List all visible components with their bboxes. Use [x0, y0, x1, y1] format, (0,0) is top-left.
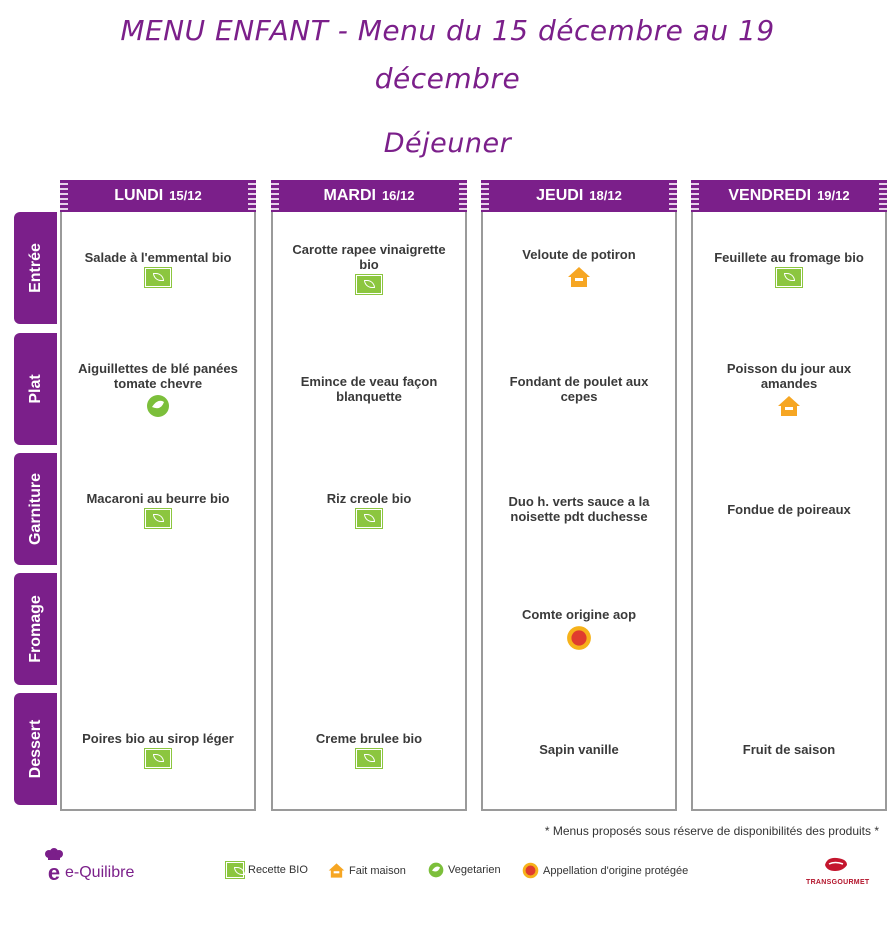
menu-item-garniture: [484, 494, 674, 524]
dish-name: Duo h. verts sauce a la noisette pdt duchesse: [508, 494, 650, 524]
leaf-icon: [776, 268, 802, 287]
menu-item-entree: [694, 250, 884, 287]
legend-label: Recette BIO: [248, 864, 308, 876]
leaf-icon: [356, 275, 382, 294]
row-label-dessert: [14, 693, 57, 805]
dish-label-icon: [145, 509, 171, 528]
leaf-icon: [145, 749, 171, 768]
row-label-garniture: [14, 453, 57, 565]
availability-footnote: * Menus proposés sous réserve de disponibilités des produits *: [544, 824, 879, 838]
day-header-vendredi: [699, 180, 879, 212]
house-icon: [328, 862, 345, 879]
dish-name: Creme brulee bio: [315, 730, 423, 746]
dish-name: Fondue de poireaux: [727, 501, 851, 517]
day-name: VENDREDI: [728, 187, 812, 204]
menu-item-plat: [63, 361, 253, 418]
day-date: 19/12: [817, 188, 850, 203]
day-header-lundi: [68, 180, 248, 212]
menu-item-dessert: [274, 731, 464, 768]
vegetarian-icon: [146, 394, 170, 418]
dish-name: Fondant de poulet aux cepes: [509, 374, 649, 404]
dish-label-icon: [145, 749, 171, 768]
menu-item-garniture: [63, 491, 253, 528]
dish-name: Aiguillettes de blé panées tomate chevre: [78, 360, 238, 391]
day-name: JEUDI: [536, 187, 584, 204]
dish-name: Sapin vanille: [539, 741, 619, 757]
meal-subtitle: Déjeuner: [383, 128, 512, 159]
dish-label-icon: [146, 394, 170, 418]
legend-label: Fait maison: [349, 864, 406, 877]
leaf-icon: [145, 509, 171, 528]
row-label-plat: [14, 333, 57, 445]
dish-label-icon: [356, 749, 382, 768]
menu-item-plat: [274, 374, 464, 404]
day-header-mardi: [279, 180, 459, 212]
menu-item-fromage: [484, 607, 674, 651]
row-label-entree: [14, 212, 57, 324]
row-label-text: Entrée: [26, 243, 44, 293]
legend-fait-maison: [328, 862, 406, 879]
menu-item-plat: [484, 374, 674, 404]
legend-bio: [226, 862, 308, 878]
day-name: LUNDI: [114, 187, 164, 204]
menu-item-dessert: [694, 742, 884, 757]
house-icon: [567, 265, 591, 289]
menu-title-continued: décembre: [374, 62, 521, 95]
menu-item-entree: [63, 250, 253, 287]
day-date: 16/12: [381, 188, 415, 203]
dish-name: Emince de veau façon blanquette: [300, 374, 438, 404]
row-label-text: Garniture: [26, 472, 44, 546]
dish-label-icon: [566, 625, 592, 651]
dish-name: Riz creole bio: [326, 490, 412, 506]
dish-name: Veloute de potiron: [522, 247, 636, 262]
dish-name: Fruit de saison: [742, 741, 836, 757]
day-date: 18/12: [589, 188, 622, 203]
aop-seal-icon: [566, 625, 592, 651]
day-name: MARDI: [323, 187, 376, 204]
menu-item-entree: [484, 247, 674, 289]
dish-label-icon: [145, 268, 171, 287]
vegetarian-icon: [428, 862, 444, 878]
logo-text: e-Quilibre: [65, 864, 135, 881]
logo-text: TRANSGOURMET: [806, 879, 870, 886]
svg-text:e: e: [47, 860, 61, 882]
legend-aop: [522, 862, 688, 879]
leaf-icon: [356, 509, 382, 528]
day-header-jeudi: [489, 180, 669, 212]
dish-name: Salade à l'emmental bio: [84, 249, 232, 265]
legend-vegetarien: [428, 862, 501, 878]
menu-item-garniture: [694, 502, 884, 517]
menu-item-entree: [274, 242, 464, 294]
transgourmet-mark-icon: [823, 856, 849, 872]
dish-label-icon: [776, 268, 802, 287]
dish-label-icon: [777, 394, 801, 418]
dish-name: Feuillete au fromage bio: [714, 249, 864, 265]
leaf-icon: [226, 862, 244, 878]
row-label-text: Plat: [26, 374, 44, 404]
menu-item-garniture: [274, 491, 464, 528]
e-quilibre-logo: [43, 848, 135, 887]
dish-name: Poisson du jour aux amandes: [726, 360, 852, 391]
menu-item-plat: [694, 361, 884, 418]
transgourmet-logo: [806, 856, 870, 886]
dish-label-icon: [567, 265, 591, 289]
aop-seal-icon: [522, 862, 539, 879]
legend-label: Appellation d'origine protégée: [543, 864, 689, 877]
row-label-text: Dessert: [26, 719, 44, 779]
day-date: 15/12: [169, 188, 202, 203]
dish-label-icon: [356, 509, 382, 528]
dish-name: Comte origine aop: [521, 607, 637, 622]
chef-hat-icon: [43, 848, 65, 882]
row-label-fromage: [14, 573, 57, 685]
menu-item-dessert: [484, 742, 674, 757]
menu-item-dessert: [63, 731, 253, 768]
legend-label: Vegetarien: [448, 864, 501, 876]
dish-name: Poires bio au sirop léger: [82, 730, 234, 746]
row-label-text: Fromage: [26, 595, 44, 663]
leaf-icon: [145, 268, 171, 287]
house-icon: [777, 394, 801, 418]
leaf-icon: [356, 749, 382, 768]
menu-title: MENU ENFANT - Menu du 15 décembre au 19: [120, 14, 775, 47]
dish-name: Macaroni au beurre bio: [86, 490, 230, 506]
dish-label-icon: [356, 275, 382, 294]
dish-name: Carotte rapee vinaigrette bio: [292, 242, 446, 272]
